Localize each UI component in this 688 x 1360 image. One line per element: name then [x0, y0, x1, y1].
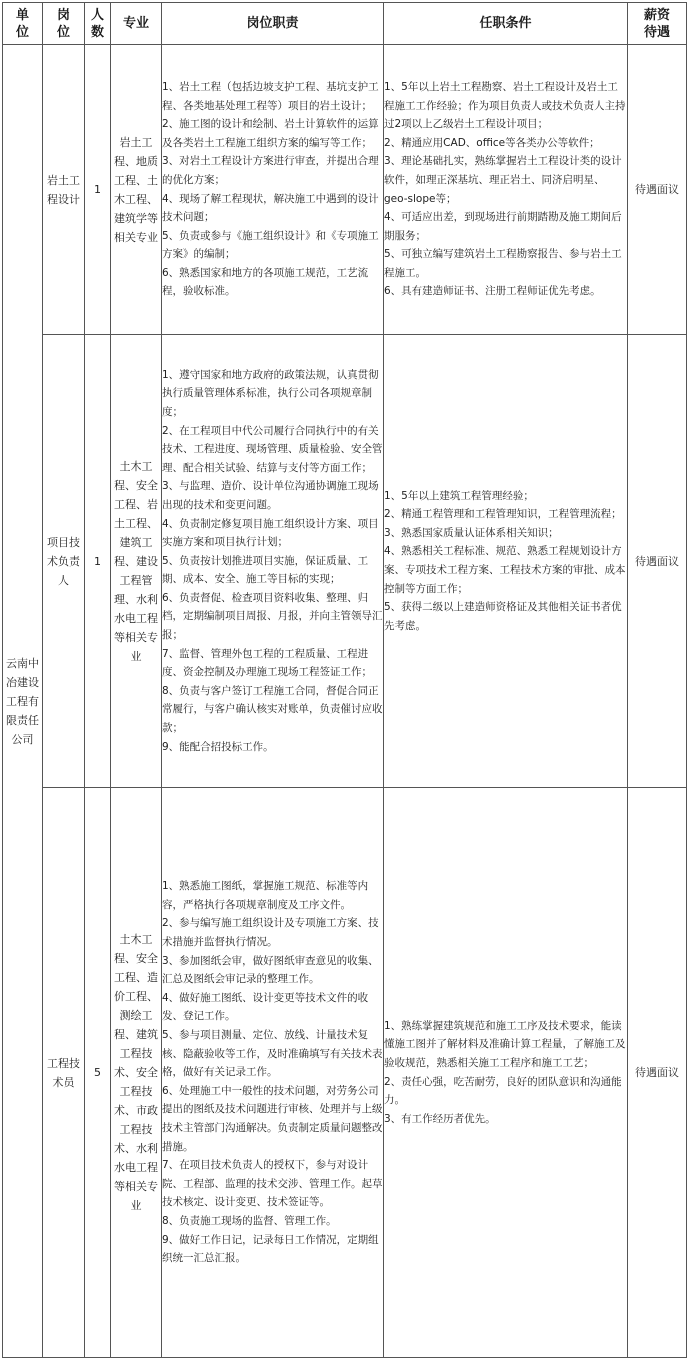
major-text: 土木工程、安全工程、岩土工程、建筑工程、建设工程管理、水利水电工程等相关专业 [114, 459, 158, 663]
list-item: 1、熟悉施工图纸，掌握施工规范、标准等内容，严格执行各项规章制度及工序文件。 [162, 880, 369, 911]
list-item: 5、负责按计划推进项目实施，保证质量、工期、成本、安全、施工等目标的实现； [162, 554, 369, 586]
header-position-text [43, 7, 84, 41]
recruitment-table [2, 2, 687, 1358]
list-item: 3、理论基础扎实，熟练掌握岩土工程设计类的设计软件，如理正深基坑、理正岩土、同济启明星、geo-slope等； [384, 155, 622, 205]
salary-text: 待遇面议 [635, 183, 679, 196]
list-item: 2、精通工程管理和工程管理知识，工程管理流程； [384, 508, 622, 521]
list-item: 4、负责制定修复项目施工组织设计方案、项目实施方案和项目执行计划； [162, 517, 379, 549]
requirements-list [384, 487, 627, 636]
list-item: 2、责任心强，吃苦耐劳，良好的团队意识和沟通能力。 [384, 1075, 622, 1107]
company-name: 云南中冶建设工程有限责任公司 [6, 656, 39, 746]
list-item: 6、处理施工中一般性的技术问题，对劳务公司提出的图纸及技术问题进行审核、处理并与上级技术主管部门沟通解决。负责制定质量问题整改措施。 [162, 1084, 383, 1153]
header-requirements: 任职条件 [384, 3, 628, 45]
position-name: 项目技术负责人 [47, 535, 80, 587]
list-item: 9、做好工作日记，记录每日工作情况，定期组织统一汇总汇报。 [162, 1233, 379, 1265]
company-cell [3, 45, 43, 1358]
duties-list [162, 366, 383, 756]
list-item: 7、监督、管理外包工程的工程质量、工程进度、资金控制及办理施工现场工程签证工作； [162, 647, 372, 679]
list-item: 6、熟悉国家和地方的各项施工规范，工艺流程，验收标准。 [162, 266, 369, 298]
list-item: 7、在项目技术负责人的授权下，参与对设计院、工程部、监理的技术交涉、管理工作。起草技术核定、设计变更、技术签证等。 [162, 1159, 383, 1209]
requirements-cell [384, 788, 628, 1358]
header-char: 岗 [56, 7, 70, 23]
list-item: 4、熟悉相关工程标准、规范、熟悉工程规划设计方案、专项技术工程方案、工程技术方案的审批、成本控制等方面工作； [384, 545, 626, 595]
header-count [85, 3, 111, 45]
requirements-list [384, 1017, 627, 1129]
list-item: 2、在工程项目中代公司履行合同执行中的有关技术、工程进度、现场管理、质量检验、安全管理、配合相关试验、结算与支付等方面工作； [162, 424, 383, 474]
header-char: 待遇 [643, 24, 670, 40]
header-salary [628, 3, 687, 45]
header-row [3, 3, 687, 45]
list-item: 1、岩土工程（包括边坡支护工程、基坑支护工程、各类地基处理工程等）项目的岩土设计； [162, 80, 379, 112]
head-count: 1 [94, 183, 101, 196]
list-item: 2、施工图的设计和绘制、岩土计算软件的运算及各类岩土工程施工组织方案的编写等工作； [162, 118, 379, 149]
salary-cell [628, 45, 687, 335]
position-cell [43, 788, 85, 1358]
duties-list [162, 877, 383, 1267]
list-item: 3、对岩土工程设计方案进行审查，并提出合理的优化方案； [162, 155, 379, 186]
header-char: 位 [15, 24, 29, 40]
count-cell [85, 335, 111, 788]
header-unit-text [3, 7, 42, 41]
position-cell [43, 45, 85, 335]
list-item: 2、精通应用CAD、office等各类办公等软件； [384, 136, 600, 149]
list-item: 1、熟练掌握建筑规范和施工工序及技术要求，能读懂施工图并了解材料及准确计算工程量，了解施工及验收规范，熟悉相关施工工程序和施工工艺； [384, 1019, 626, 1069]
header-char: 位 [56, 24, 70, 40]
header-char: 数 [90, 24, 104, 40]
header-major: 专业 [111, 3, 162, 45]
duties-list [162, 78, 383, 301]
major-text: 土木工程、安全工程、造价工程、测绘工程、建筑工程技术、安全工程技术、市政工程技术、水利水电工程等相关专业 [114, 933, 158, 1212]
list-item: 4、现场了解工程现状，解决施工中遇到的设计技术问题； [162, 192, 379, 224]
salary-cell [628, 788, 687, 1358]
list-item: 1、遵守国家和地方政府的政策法规，认真贯彻执行质量管理体系标准，执行公司各项规章制度； [162, 368, 379, 418]
duties-cell [162, 335, 384, 788]
requirements-cell [384, 45, 628, 335]
header-salary-text [628, 7, 686, 41]
head-count: 1 [94, 554, 101, 568]
list-item: 6、负责督促、检查项目资料收集、整理、归档，定期编制项目周报、月报，并向主管领导汇报； [162, 591, 383, 642]
header-count-text [85, 7, 110, 41]
list-item: 2、参与编写施工组织设计及专项施工方案、技术措施并监督执行情况。 [162, 917, 379, 949]
list-item: 8、负责与客户签订工程施工合同，督促合同正常履行，与客户确认核实对账单，负责催讨应收款； [162, 684, 383, 735]
position-name: 岩土工程设计 [47, 173, 80, 206]
list-item: 3、与监理、造价、设计单位沟通协调施工现场出现的技术和变更问题。 [162, 480, 379, 511]
list-item: 1、5年以上岩土工程勘察、岩土工程设计及岩土工程施工工作经验；作为项目负责人或技术负责人主持过2项以上乙级岩土工程设计项目； [384, 80, 626, 131]
major-cell [111, 45, 162, 335]
list-item: 4、做好施工图纸、设计变更等技术文件的收发、登记工作。 [162, 991, 369, 1023]
count-cell [85, 45, 111, 335]
list-item: 5、可独立编写建筑岩土工程勘察报告、参与岩土工程施工。 [384, 248, 622, 279]
major-cell [111, 788, 162, 1358]
header-char: 人 [90, 7, 104, 23]
salary-text: 待遇面议 [635, 554, 679, 568]
header-char: 单 [15, 7, 29, 23]
requirements-list [384, 78, 627, 301]
list-item: 3、熟悉国家质量认证体系相关知识； [384, 526, 559, 539]
list-item: 5、参与项目测量、定位、放线、计量技术复核、隐蔽验收等工作，及时准确填写有关技术表格，做好有关记录工作。 [162, 1029, 383, 1079]
requirements-cell [384, 335, 628, 788]
duties-cell [162, 45, 384, 335]
position-name: 工程技术员 [47, 1056, 80, 1089]
duties-cell [162, 788, 384, 1358]
header-char: 薪资 [643, 7, 670, 23]
major-cell [111, 335, 162, 788]
header-duties: 岗位职责 [162, 3, 384, 45]
salary-text: 待遇面议 [635, 1066, 679, 1079]
table-row [3, 788, 687, 1358]
header-unit [3, 3, 43, 45]
position-cell [43, 335, 85, 788]
salary-cell [628, 335, 687, 788]
table-row [3, 45, 687, 335]
head-count: 5 [94, 1066, 101, 1079]
list-item: 3、参加图纸会审，做好图纸审查意见的收集、汇总及图纸会审记录的整理工作。 [162, 954, 379, 986]
list-item: 4、可适应出差，到现场进行前期踏勘及施工期间后期服务； [384, 211, 622, 242]
major-text: 岩土工程、地质工程、土木工程、建筑学等相关专业 [114, 135, 158, 244]
list-item: 6、具有建造师证书、注册工程师证优先考虑。 [384, 285, 601, 298]
list-item: 8、负责施工现场的监督、管理工作。 [162, 1214, 337, 1227]
list-item: 3、有工作经历者优先。 [384, 1112, 496, 1125]
table-row [3, 335, 687, 788]
list-item: 5、获得二级以上建造师资格证及其他相关证书者优先考虑。 [384, 601, 622, 632]
list-item: 5、负责或参与《施工组织设计》和《专项施工方案》的编制； [162, 229, 379, 261]
list-item: 1、5年以上建筑工程管理经验； [384, 489, 534, 502]
list-item: 9、能配合招投标工作。 [162, 740, 274, 753]
count-cell [85, 788, 111, 1358]
header-position [43, 3, 85, 45]
